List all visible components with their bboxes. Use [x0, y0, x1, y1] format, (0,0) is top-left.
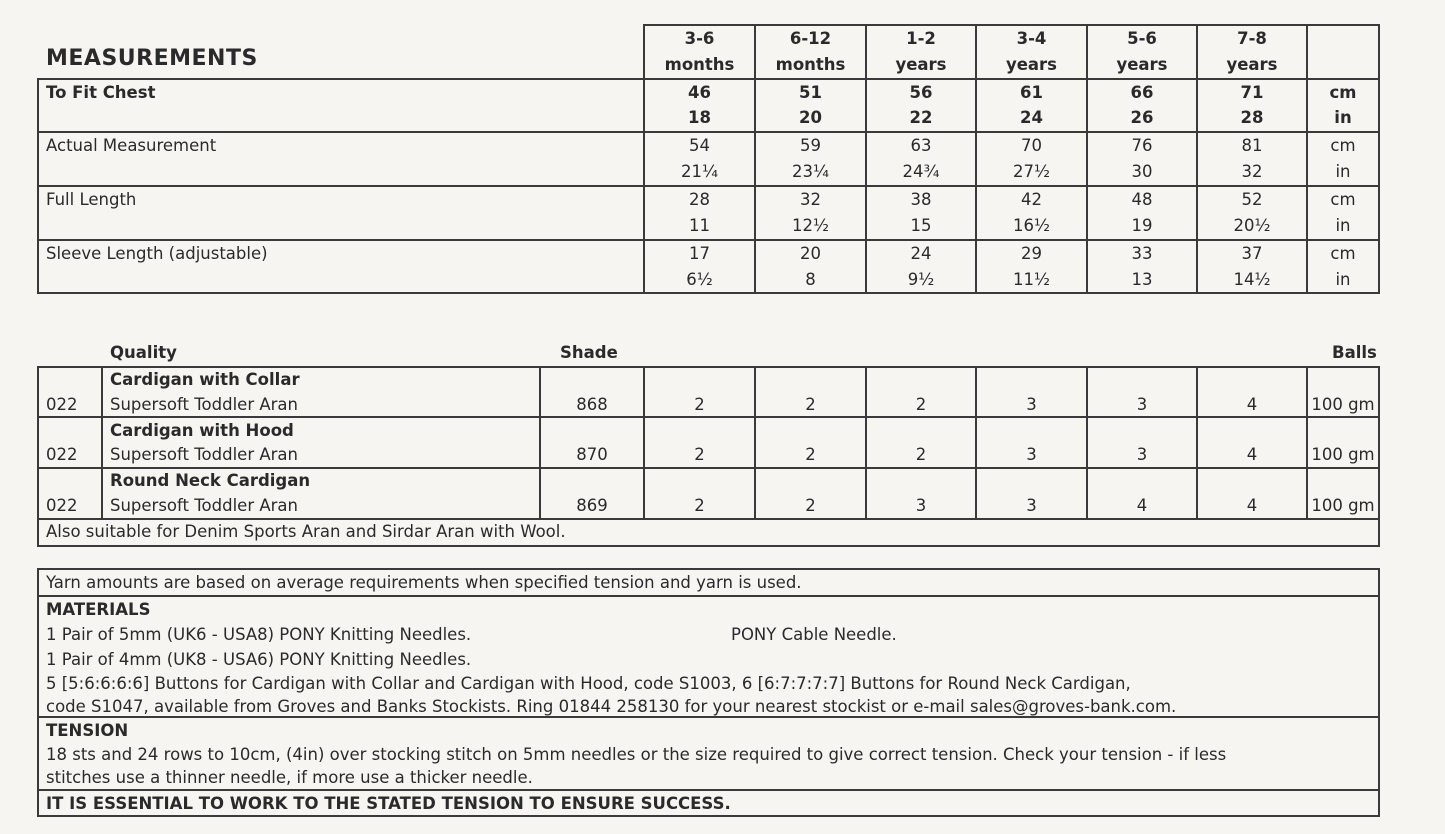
- value-cm: 52: [1241, 190, 1263, 209]
- value-cm: 66: [1130, 83, 1154, 102]
- yarn-code: 022: [46, 395, 78, 414]
- unit-in: in: [1334, 108, 1352, 127]
- yarn-name: Supersoft Toddler Aran: [110, 395, 298, 414]
- value-cm: 28: [689, 190, 710, 209]
- value-in: 20½: [1233, 216, 1271, 235]
- unit-in: in: [1335, 162, 1351, 181]
- size-header-top: 6-12: [789, 29, 832, 48]
- balls-count: 3: [1026, 445, 1037, 464]
- design-name: Round Neck Cardigan: [110, 471, 311, 490]
- value-in: 13: [1131, 270, 1153, 289]
- row-label-actual-measurement: Actual Measurement: [46, 136, 217, 155]
- ball-weight: 100 gm: [1311, 496, 1375, 515]
- balls-count: 2: [805, 445, 816, 464]
- balls-count: 3: [1136, 395, 1148, 414]
- yarn-amount-note: Yarn amounts are based on average requirements when specified tension and yarn is used.: [46, 573, 802, 592]
- value-cm: 51: [799, 83, 822, 102]
- row-label-to-fit-chest: To Fit Chest: [46, 83, 156, 102]
- value-in: 30: [1131, 162, 1153, 181]
- balls-count: 2: [805, 395, 816, 414]
- value-cm: 24: [910, 244, 932, 263]
- value-cm: 29: [1021, 244, 1042, 263]
- design-name: Cardigan with Collar: [110, 370, 300, 389]
- balls-count: 2: [915, 445, 927, 464]
- size-header-top: 5-6: [1127, 29, 1157, 48]
- balls-count: 4: [1246, 496, 1258, 515]
- buttons-line-1: 5 [5:6:6:6:6] Buttons for Cardigan with Collar and Cardigan with Hood, code S1003, 6 [6:7:7:7:7] Buttons for Round Neck Cardigan,: [46, 674, 1131, 693]
- value-cm: 20: [800, 244, 821, 263]
- unit-in: in: [1335, 216, 1351, 235]
- value-in: 32: [1241, 162, 1263, 181]
- unit-in: in: [1335, 270, 1351, 289]
- balls-count: 4: [1246, 395, 1258, 414]
- value-in: 28: [1240, 108, 1264, 127]
- value-in: 12½: [792, 216, 829, 235]
- balls-count: 4: [1136, 496, 1148, 515]
- value-cm: 71: [1240, 83, 1264, 102]
- yarn-name: Supersoft Toddler Aran: [110, 496, 298, 515]
- balls-count: 3: [1026, 395, 1037, 414]
- value-in: 11½: [1013, 270, 1050, 289]
- value-cm: 81: [1241, 136, 1263, 155]
- value-cm: 48: [1131, 190, 1153, 209]
- size-header-top: 3-4: [1016, 29, 1047, 48]
- size-header-top: 3-6: [684, 29, 715, 48]
- value-cm: 38: [910, 190, 932, 209]
- value-in: 15: [910, 216, 932, 235]
- balls-count: 3: [1026, 496, 1037, 515]
- value-in: 24¾: [902, 162, 940, 181]
- value-in: 16½: [1013, 216, 1050, 235]
- needles-5mm: 1 Pair of 5mm (UK6 - USA8) PONY Knitting Needles.: [46, 625, 472, 644]
- size-header-bottom: months: [775, 55, 846, 74]
- value-in: 20: [799, 108, 822, 127]
- value-cm: 54: [689, 136, 710, 155]
- unit-cm: cm: [1329, 83, 1357, 102]
- ball-weight: 100 gm: [1311, 445, 1375, 464]
- needles-4mm: 1 Pair of 4mm (UK8 - USA6) PONY Knitting Needles.: [46, 650, 472, 669]
- balls-count: 3: [915, 496, 927, 515]
- value-in: 9½: [907, 270, 935, 289]
- balls-header: Balls: [1332, 343, 1377, 362]
- balls-count: 2: [694, 445, 705, 464]
- value-cm: 70: [1021, 136, 1042, 155]
- buttons-line-2: code S1047, available from Groves and Banks Stockists. Ring 01844 258130 for your nearest stockist or e-mail sales@groves-bank.com.: [46, 697, 1177, 716]
- ball-weight: 100 gm: [1311, 395, 1375, 414]
- tension-line-2: stitches use a thinner needle, if more use a thicker needle.: [46, 768, 533, 787]
- unit-cm: cm: [1330, 136, 1356, 155]
- size-header-bottom: years: [1116, 55, 1168, 74]
- unit-cm: cm: [1330, 190, 1356, 209]
- shade-number: 868: [576, 395, 608, 414]
- value-in: 8: [805, 270, 816, 289]
- balls-count: 4: [1246, 445, 1258, 464]
- value-in: 27½: [1013, 162, 1050, 181]
- yarn-code: 022: [46, 496, 78, 515]
- value-in: 11: [689, 216, 710, 235]
- materials-heading: MATERIALS: [46, 600, 151, 619]
- balls-count: 2: [915, 395, 927, 414]
- tension-line-1: 18 sts and 24 rows to 10cm, (4in) over stocking stitch on 5mm needles or the size required to give correct tension. Check your tension - if less: [46, 745, 1227, 764]
- balls-count: 2: [805, 496, 816, 515]
- value-cm: 76: [1131, 136, 1153, 155]
- value-cm: 42: [1021, 190, 1042, 209]
- size-header-bottom: years: [895, 55, 947, 74]
- value-cm: 59: [800, 136, 821, 155]
- row-label-sleeve-length: Sleeve Length (adjustable): [46, 244, 268, 263]
- value-in: 22: [909, 108, 933, 127]
- shade-header: Shade: [560, 343, 618, 362]
- size-header-bottom: months: [664, 55, 735, 74]
- value-cm: 63: [910, 136, 932, 155]
- balls-count: 2: [694, 395, 705, 414]
- design-name: Cardigan with Hood: [110, 421, 294, 440]
- value-in: 26: [1130, 108, 1154, 127]
- size-header-top: 1-2: [906, 29, 936, 48]
- value-cm: 33: [1131, 244, 1153, 263]
- value-cm: 56: [909, 83, 933, 102]
- value-cm: 46: [688, 83, 711, 102]
- yarn-code: 022: [46, 445, 78, 464]
- shade-number: 869: [576, 496, 608, 515]
- value-in: 18: [688, 108, 711, 127]
- size-header-top: 7-8: [1237, 29, 1267, 48]
- balls-count: 3: [1136, 445, 1148, 464]
- value-in: 14½: [1233, 270, 1271, 289]
- size-header-bottom: years: [1226, 55, 1278, 74]
- yarn-alternative-note: Also suitable for Denim Sports Aran and Sirdar Aran with Wool.: [46, 522, 566, 541]
- value-in: 21¼: [681, 162, 718, 181]
- row-label-full-length: Full Length: [46, 190, 137, 209]
- value-cm: 61: [1020, 83, 1043, 102]
- tension-essential-note: IT IS ESSENTIAL TO WORK TO THE STATED TENSION TO ENSURE SUCCESS.: [46, 794, 731, 813]
- quality-header: Quality: [110, 343, 177, 362]
- value-cm: 17: [689, 244, 710, 263]
- measurements-title: MEASUREMENTS: [46, 46, 258, 71]
- unit-cm: cm: [1330, 244, 1356, 263]
- value-cm: 32: [800, 190, 821, 209]
- value-in: 23¼: [792, 162, 829, 181]
- value-cm: 37: [1241, 244, 1263, 263]
- yarn-name: Supersoft Toddler Aran: [110, 445, 298, 464]
- value-in: 6½: [686, 270, 713, 289]
- shade-number: 870: [576, 445, 608, 464]
- size-header-bottom: years: [1005, 55, 1058, 74]
- cable-needle: PONY Cable Needle.: [731, 625, 897, 644]
- balls-count: 2: [694, 496, 705, 515]
- value-in: 19: [1131, 216, 1153, 235]
- value-in: 24: [1020, 108, 1043, 127]
- tension-heading: TENSION: [46, 721, 129, 740]
